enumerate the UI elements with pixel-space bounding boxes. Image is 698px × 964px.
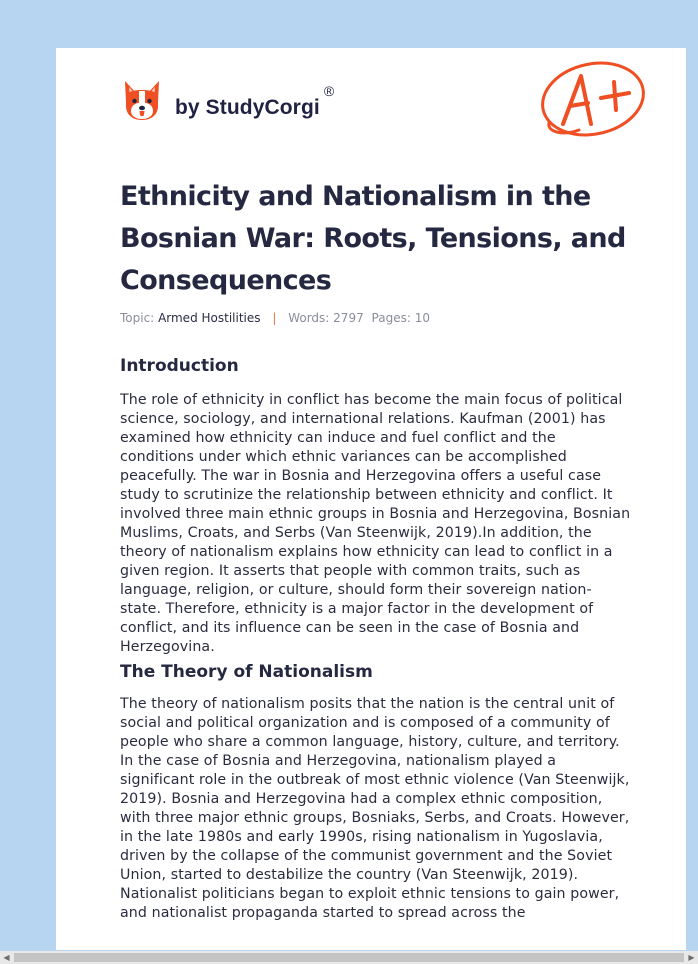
a-plus-grade-icon (539, 60, 647, 138)
document-meta (120, 311, 430, 325)
section-heading: The Theory of Nationalism (120, 662, 373, 682)
document-title: Ethnicity and Nationalism in the Bosnian War: Roots, Tensions, and Consequences (120, 181, 626, 296)
pages-count: 10 (414, 311, 431, 325)
words-count: 2797 (333, 311, 364, 325)
scroll-right-icon[interactable]: ▶ (688, 953, 695, 962)
document-body (120, 353, 632, 923)
section-theory-of-nationalism (120, 659, 632, 923)
section-heading: Introduction (120, 356, 239, 376)
section-introduction (120, 353, 632, 657)
topic-label: Topic: (120, 311, 155, 325)
document-page (56, 48, 686, 950)
brand-logo[interactable] (122, 77, 334, 125)
words-label: Words: (288, 311, 330, 325)
section-paragraph: The role of ethnicity in conflict has become the main focus of political science, sociology, and international relations. Kaufman (2001) has examined how ethnicity can induce and fuel conflict and the conditions under which ethnic variances can be accomplished peacefully. The war in Bosnia and Herzegovina offers a useful case study to scrutinize the relationship between ethnicity and conflict. It involved three main ethnic groups in Bosnia and Herzegovina, Bosnian Muslims, Croats, and Serbs (Van Steenwijk, 2019).In addition, the theory of nationalism explains how ethnicity can lead to conflict in a given region. It asserts that people with common traits, such as language, religion, or culture, should form their sovereign nation-state. Therefore, ethnicity is a major factor in the development of conflict, and its influence can be seen in the case of Bosnia and Herzegovina. (120, 392, 631, 655)
registered-mark: ® (323, 83, 335, 99)
corgi-logo-icon (122, 79, 162, 123)
scrollbar-thumb[interactable] (14, 953, 684, 962)
section-paragraph: The theory of nationalism posits that the nation is the central unit of social and political organization and is composed of a community of people who share a common language, history, culture, and territory. In the case of Bosnia and Herzegovina, nationalism played a significant role in the outbreak of most ethnic violence (Van Steenwijk, 2019). Bosnia and Herzegovina had a complex ethnic composition, with three major ethnic groups, Bosniaks, Serbs, and Croats. However, in the late 1980s and early 1990s, rising nationalism in Yugoslavia, driven by the collapse of the communist government and the Soviet Union, started to destabilize the country (Van Steenwijk, 2019). Nationalist politicians began to exploit ethnic tensions to gain power, and nationalist propaganda started to spread across the (120, 696, 630, 921)
topic-link[interactable]: Armed Hostilities (158, 311, 261, 325)
brand-name: by StudyCorgi (175, 96, 320, 119)
pages-label: Pages: (371, 311, 411, 325)
horizontal-scrollbar[interactable] (0, 951, 698, 964)
meta-separator: | (272, 311, 277, 325)
scroll-left-icon[interactable]: ◀ (3, 953, 10, 962)
